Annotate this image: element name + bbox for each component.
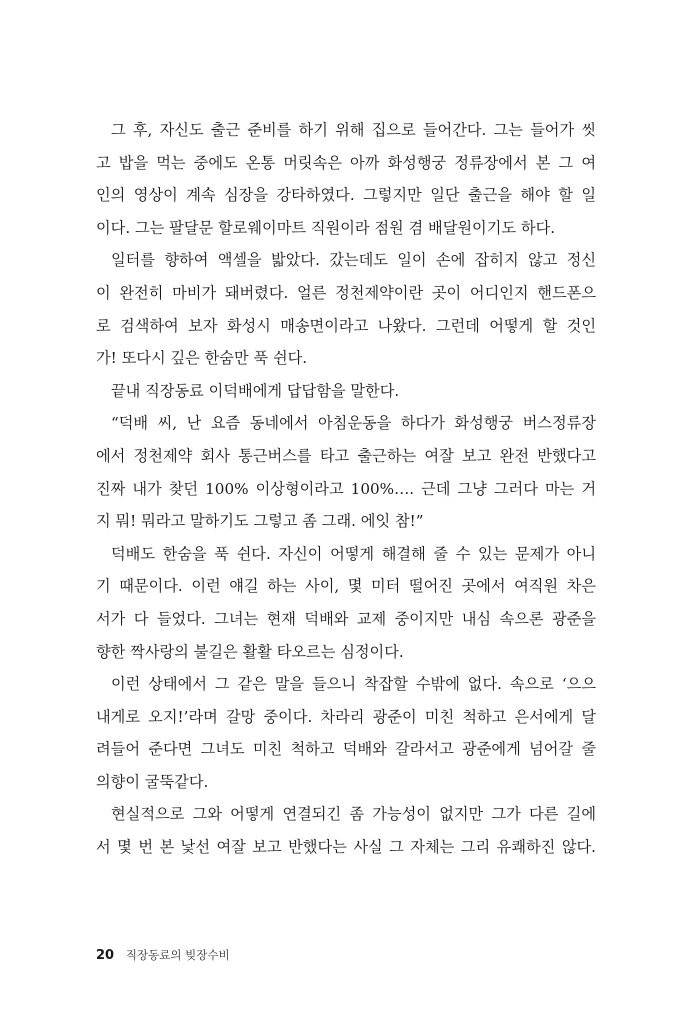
text-line: 려들어 준다면 그녀도 미친 척하고 덕배와 갈라서고 광준에게 넘어갈 줄: [96, 740, 596, 759]
body-text: [96, 114, 596, 864]
text-line: 이다. 그는 팔달문 할로웨이마트 직원이라 점원 겸 배달원이기도 하다.: [96, 218, 556, 237]
running-title: 직장동료의 빚장수비: [125, 948, 230, 962]
text-line: 서 몇 번 본 낯선 여잘 보고 반했다는 사실 그 자체는 그리 유쾌하진 않다.: [96, 838, 596, 857]
text-line: 고 밥을 먹는 중에도 온통 머릿속은 아까 화성행궁 정류장에서 본 그 여: [96, 153, 596, 172]
text-line: 이 완전히 마비가 돼버렸다. 얼른 정천제약이란 곳이 어디인지 핸드폰으: [96, 283, 596, 302]
text-line: 로 검색하여 보자 화성시 매송면이라고 나왔다. 그런데 어떻게 할 것인: [96, 316, 596, 335]
text-line: 현실적으로 그와 어떻게 연결되긴 좀 가능성이 없지만 그가 다른 길에: [111, 805, 596, 824]
text-line: 진짜 내가 찾던 100% 이상형이라고 100%…. 근데 그냥 그러다 마는 거: [96, 479, 596, 498]
text-line: 가! 또다시 깊은 한숨만 푹 쉰다.: [96, 349, 308, 368]
text-line: 내게로 오지!’라며 갈망 중이다. 차라리 광준이 미친 척하고 은서에게 달: [96, 707, 596, 726]
text-line: 향한 짝사랑의 불길은 활활 타오르는 심정이다.: [96, 642, 404, 661]
text-line: “덕배 씨, 난 요즘 동네에서 아침운동을 하다가 화성행궁 버스정류장: [111, 414, 596, 433]
text-line: 기 때문이다. 이런 얘길 하는 사이, 몇 미터 떨어진 곳에서 여직원 차은: [96, 577, 596, 596]
text-line: 덕배도 한숨을 푹 쉰다. 자신이 어떻게 해결해 줄 수 있는 문제가 아니: [111, 544, 596, 563]
text-line: 지 뭐! 뭐라고 말하기도 그렇고 좀 그래. 에잇 참!”: [96, 512, 424, 531]
text-line: 서가 다 들었다. 그녀는 현재 덕배와 교제 중이지만 내심 속으론 광준을: [96, 609, 596, 628]
text-line: 의향이 굴뚝같다.: [96, 772, 209, 791]
text-line: 일터를 향하여 액셀을 밟았다. 갔는데도 일이 손에 잡히지 않고 정신: [111, 251, 596, 270]
text-line: 그 후, 자신도 출근 준비를 하기 위해 집으로 들어간다. 그는 들어가 씻: [111, 121, 596, 139]
text-line: 이런 상태에서 그 같은 말을 들으니 착잡할 수밖에 없다. 속으로 ‘으으: [111, 675, 596, 694]
text-line: 끝내 직장동료 이덕배에게 답답함을 말한다.: [111, 381, 400, 400]
text-line: 에서 정천제약 회사 통근버스를 타고 출근하는 여잘 보고 완전 반했다고: [96, 446, 596, 465]
page-footer: [96, 947, 230, 963]
page-number: 20: [96, 948, 115, 963]
text-line: 인의 영상이 계속 심장을 강타하였다. 그렇지만 일단 출근을 해야 할 일: [96, 186, 596, 205]
